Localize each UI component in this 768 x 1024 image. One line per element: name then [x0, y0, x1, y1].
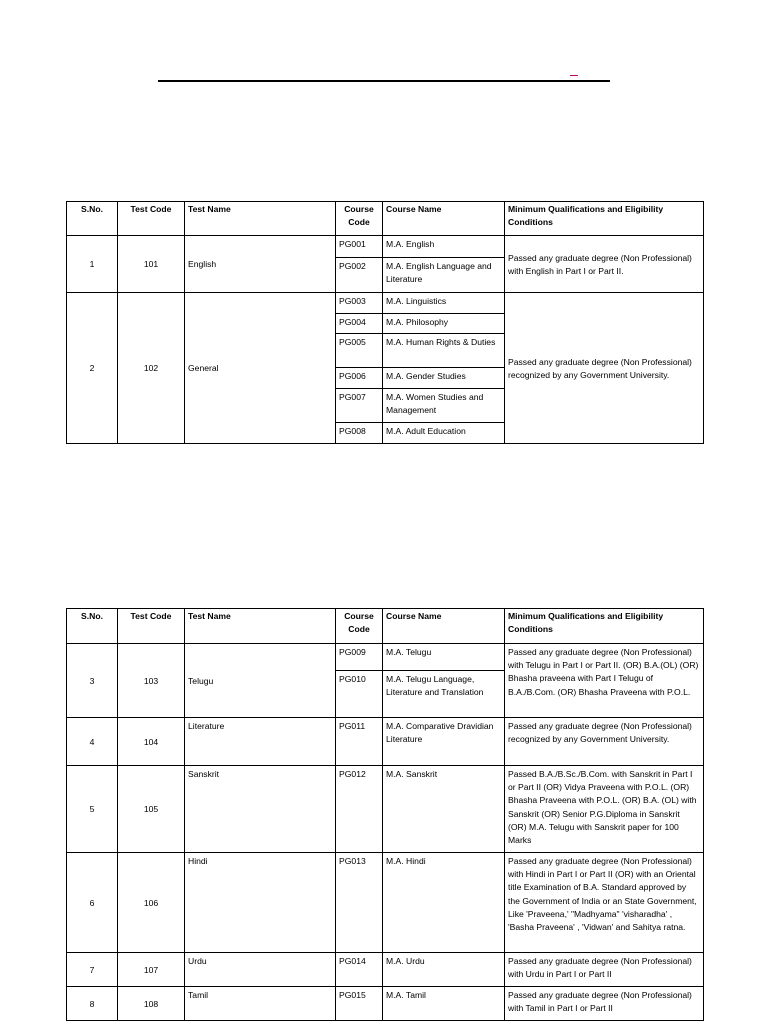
cell-sno: 7	[67, 953, 118, 987]
cell-course-code: PG012	[336, 766, 383, 853]
header-row	[67, 202, 704, 236]
cell-course-code: PG015	[336, 987, 383, 1021]
cell-course-code: PG004	[336, 314, 383, 334]
header-rule	[158, 80, 610, 82]
cell-course-name: M.A. English	[383, 236, 505, 258]
cell-course-code: PG006	[336, 368, 383, 389]
eligibility-table-2	[66, 608, 704, 1021]
cell-course-code: PG005	[336, 334, 383, 368]
cell-test-name: Urdu	[185, 953, 336, 987]
table-row	[67, 644, 704, 671]
cell-test-name: Sanskrit	[185, 766, 336, 853]
eligibility-table-1	[66, 201, 704, 444]
table-row	[67, 987, 704, 1021]
col-header-test-name: Test Name	[185, 202, 336, 236]
cell-sno: 1	[67, 236, 118, 293]
cell-test-code: 104	[118, 718, 185, 766]
cell-test-code: 102	[118, 293, 185, 444]
cell-qualification: Passed B.A./B.Sc./B.Com. with Sanskrit in Part I or Part II (OR) Vidya Praveena with P.O.L. (OR) Bhasha Praveena with P.O.L. (OR) B.A. (OL) with Sanskrit (OR) Senior P.G.Diploma in Sanskrit (OR) M.A. Telugu with Sanskrit paper for 100 Marks	[505, 766, 704, 853]
cell-test-name: Telugu	[185, 644, 336, 718]
cell-course-code: PG009	[336, 644, 383, 671]
cell-test-code: 105	[118, 766, 185, 853]
cell-course-name: M.A. English Language and Literature	[383, 258, 505, 293]
cell-test-name: English	[185, 236, 336, 293]
cell-course-code: PG013	[336, 853, 383, 953]
cell-course-name: M.A. Urdu	[383, 953, 505, 987]
col-header-course-code: Course Code	[336, 609, 383, 644]
cell-course-name: M.A. Hindi	[383, 853, 505, 953]
table-row	[67, 953, 704, 987]
cell-course-name: M.A. Philosophy	[383, 314, 505, 334]
cell-course-name: M.A. Telugu	[383, 644, 505, 671]
cell-course-code: PG014	[336, 953, 383, 987]
cell-test-name: Literature	[185, 718, 336, 766]
col-header-course-name: Course Name	[383, 202, 505, 236]
cell-qualification: Passed any graduate degree (Non Professional) recognized by any Government University.	[505, 293, 704, 444]
col-header-qualifications: Minimum Qualifications and Eligibility Conditions	[505, 202, 704, 236]
cell-qualification: Passed any graduate degree (Non Professional) with Telugu in Part I or Part II. (OR) B.A.(OL) (OR) Bhasha praveena with Part I Telugu of B.A./B.Com. (OR) Bhasha Praveena with P.O.L.	[505, 644, 704, 718]
header-mark	[570, 75, 578, 76]
col-header-sno: S.No.	[67, 202, 118, 236]
cell-course-name: M.A. Tamil	[383, 987, 505, 1021]
cell-test-code: 101	[118, 236, 185, 293]
cell-course-name: M.A. Adult Education	[383, 423, 505, 444]
cell-test-name: Tamil	[185, 987, 336, 1021]
cell-sno: 6	[67, 853, 118, 953]
cell-sno: 2	[67, 293, 118, 444]
cell-sno: 4	[67, 718, 118, 766]
cell-qualification: Passed any graduate degree (Non Professional) with Urdu in Part I or Part II	[505, 953, 704, 987]
cell-course-code: PG008	[336, 423, 383, 444]
cell-sno: 8	[67, 987, 118, 1021]
cell-qualification: Passed any graduate degree (Non Professional) with English in Part I or Part II.	[505, 236, 704, 293]
cell-course-code: PG011	[336, 718, 383, 766]
cell-course-code: PG003	[336, 293, 383, 314]
cell-qualification: Passed any graduate degree (Non Professional) recognized by any Government University.	[505, 718, 704, 766]
col-header-course-name: Course Name	[383, 609, 505, 644]
header-row	[67, 609, 704, 644]
cell-course-code: PG010	[336, 671, 383, 718]
cell-test-code: 107	[118, 953, 185, 987]
cell-course-name: M.A. Comparative Dravidian Literature	[383, 718, 505, 766]
col-header-qualifications: Minimum Qualifications and Eligibility Conditions	[505, 609, 704, 644]
cell-test-name: Hindi	[185, 853, 336, 953]
cell-sno: 5	[67, 766, 118, 853]
cell-course-name: M.A. Women Studies and Management	[383, 389, 505, 423]
cell-qualification: Passed any graduate degree (Non Professional) with Tamil in Part I or Part II	[505, 987, 704, 1021]
cell-course-name: M.A. Human Rights & Duties	[383, 334, 505, 368]
table-row	[67, 236, 704, 258]
cell-test-code: 108	[118, 987, 185, 1021]
cell-course-code: PG007	[336, 389, 383, 423]
cell-sno: 3	[67, 644, 118, 718]
cell-course-name: M.A. Sanskrit	[383, 766, 505, 853]
cell-test-code: 106	[118, 853, 185, 953]
cell-test-name: General	[185, 293, 336, 444]
col-header-sno: S.No.	[67, 609, 118, 644]
cell-course-name: M.A. Gender Studies	[383, 368, 505, 389]
cell-course-name: M.A. Linguistics	[383, 293, 505, 314]
col-header-test-code: Test Code	[118, 202, 185, 236]
cell-course-code: PG002	[336, 258, 383, 293]
cell-course-name: M.A. Telugu Language, Literature and Translation	[383, 671, 505, 718]
table-row	[67, 718, 704, 766]
cell-qualification: Passed any graduate degree (Non Professional) with Hindi in Part I or Part II (OR) with an Oriental title Examination of B.A. Standard approved by the Government of India or an State Government, Like 'Praveena,' "Madhyama" 'visharadha' , 'Basha Praveena' , 'Vidwan' and Sahitya ratna.	[505, 853, 704, 953]
col-header-test-name: Test Name	[185, 609, 336, 644]
col-header-course-code: Course Code	[336, 202, 383, 236]
table-row	[67, 766, 704, 853]
table-row	[67, 293, 704, 314]
cell-course-code: PG001	[336, 236, 383, 258]
cell-test-code: 103	[118, 644, 185, 718]
table-row	[67, 853, 704, 953]
col-header-test-code: Test Code	[118, 609, 185, 644]
